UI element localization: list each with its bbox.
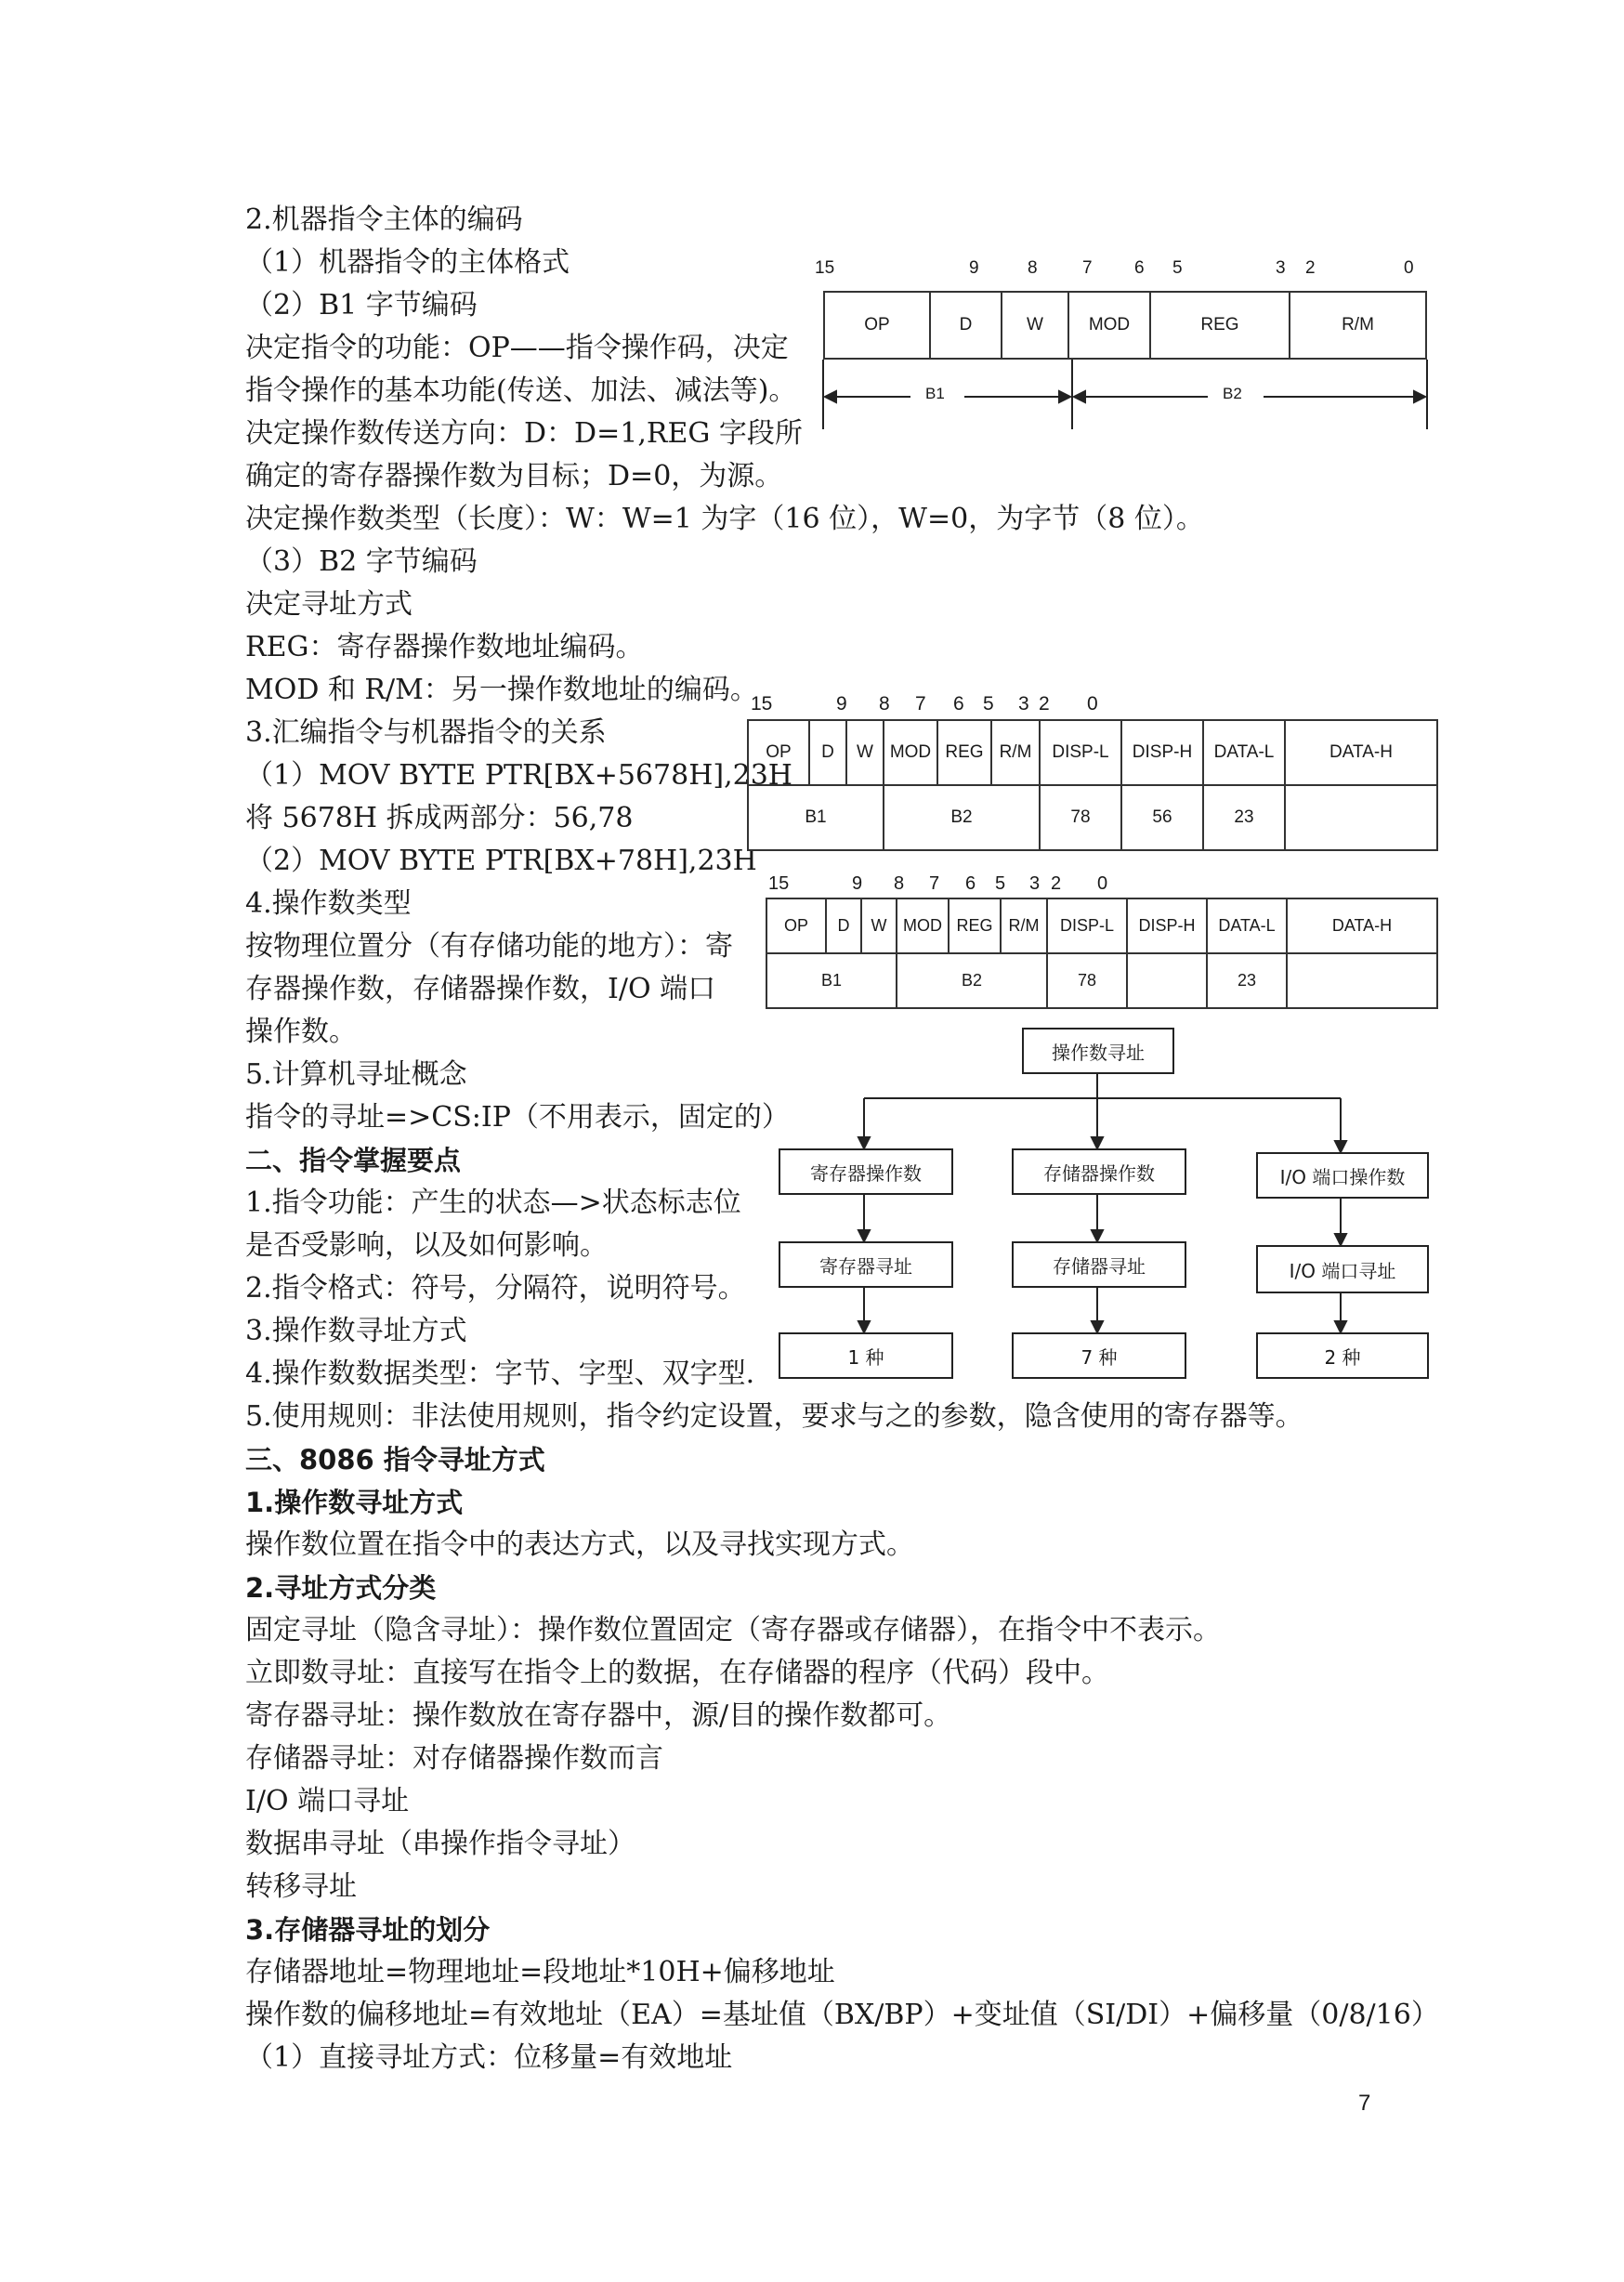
tree-node-register-addressing: 寄存器寻址: [779, 1241, 953, 1288]
tree-leaf-register-count: 1 种: [779, 1332, 953, 1379]
bit-number: 5: [1172, 258, 1183, 278]
bit-number: 3: [1276, 258, 1286, 278]
section-heading: 1.操作数寻址方式: [245, 1487, 464, 1518]
text-line: （1）直接寻址方式：位移量=有效地址: [245, 2041, 733, 2074]
text-line: 2.机器指令主体的编码: [245, 203, 523, 236]
text-line: 立即数寻址：直接写在指令上的数据，在存储器的程序（代码）段中。: [245, 1657, 1109, 1689]
field-w: W: [861, 898, 897, 953]
field-rm: R/M: [991, 720, 1040, 785]
tree-leaf-io-count: 2 种: [1256, 1332, 1429, 1379]
bit-number: 0: [1404, 258, 1414, 278]
text-line: I/O 端口寻址: [245, 1785, 410, 1817]
text-line: 固定寻址（隐含寻址）：操作数位置固定（寄存器或存储器），在指令中不表示。: [245, 1614, 1221, 1646]
bit-number: 5: [995, 873, 1006, 894]
text-line: 决定操作数传送方向：D：D=1,REG 字段所: [245, 417, 803, 450]
text-line: MOD 和 R/M：另一操作数地址的编码。: [245, 674, 758, 706]
text-line: 指令操作的基本功能(传送、加法、减法等)。: [245, 374, 797, 407]
field-w: W: [846, 720, 884, 785]
bit-number: 9: [836, 693, 847, 715]
field-rm: R/M: [1290, 292, 1426, 359]
field-disp-h: DISP-H: [1121, 720, 1203, 785]
text-line: 操作数。: [245, 1016, 357, 1048]
text-line: （2）B1 字节编码: [245, 289, 478, 321]
bit-number: 8: [894, 873, 905, 894]
field-data-h: DATA-H: [1285, 720, 1437, 785]
tree-node-io-addressing: I/O 端口寻址: [1256, 1245, 1429, 1293]
cell-b1: B1: [766, 953, 897, 1008]
cell-b2: B2: [897, 953, 1047, 1008]
cell-disp-l: 78: [1047, 953, 1127, 1008]
bit-number: 7: [1082, 258, 1093, 278]
field-disp-l: DISP-L: [1040, 720, 1121, 785]
text-line: 5.计算机寻址概念: [245, 1058, 467, 1091]
field-d: D: [930, 292, 1002, 359]
byte-label-b2: B2: [1223, 385, 1242, 402]
bit-number: 8: [1028, 258, 1038, 278]
bit-number: 7: [929, 873, 940, 894]
cell-data-l: 23: [1207, 953, 1287, 1008]
text-line: 1.指令功能：产生的状态—>状态标志位: [245, 1187, 741, 1219]
text-line: 2.指令格式：符号，分隔符，说明符号。: [245, 1272, 746, 1305]
bit-number: 15: [815, 258, 835, 278]
page-number: 7: [1358, 2091, 1371, 2116]
bit-number: 6: [965, 873, 976, 894]
text-line: 确定的寄存器操作数为目标；D=0，为源。: [245, 460, 783, 492]
tree-node-memory-addressing: 存储器寻址: [1012, 1241, 1186, 1288]
text-line: 将 5678H 拆成两部分：56,78: [245, 802, 634, 834]
text-line: 指令的寻址=>CS:IP（不用表示，固定的）: [245, 1101, 790, 1134]
tree-root-node: 操作数寻址: [1022, 1028, 1174, 1074]
section-heading: 2.寻址方式分类: [245, 1572, 437, 1604]
bit-number: 0: [1087, 693, 1098, 715]
bit-number: 8: [879, 693, 890, 715]
text-line: 存器操作数，存储器操作数，I/O 端口: [245, 973, 716, 1005]
bit-number: 6: [953, 693, 964, 715]
text-line: 3.操作数寻址方式: [245, 1315, 467, 1347]
bit-number: 2: [1039, 693, 1050, 715]
field-reg: REG: [949, 898, 1001, 953]
field-d: D: [826, 898, 861, 953]
bit-number: 9: [969, 258, 979, 278]
text-line: 按物理位置分（有存储功能的地方）：寄: [245, 930, 733, 963]
text-line: 寄存器寻址：操作数放在寄存器中，源/目的操作数都可。: [245, 1699, 952, 1732]
field-data-l: DATA-L: [1203, 720, 1285, 785]
bit-number: 15: [768, 873, 790, 894]
text-line: 决定操作数类型（长度）：W：W=1 为字（16 位），W=0，为字节（8 位）。: [245, 503, 1204, 535]
field-op: OP: [766, 898, 826, 953]
bit-number: 15: [751, 693, 773, 715]
field-d: D: [809, 720, 846, 785]
text-line: 决定指令的功能：OP——指令操作码，决定: [245, 332, 789, 364]
text-line: 操作数的偏移地址=有效地址（EA）=基址值（BX/BP）+变址值（SI/DI）+偏移量（0/8/16）: [245, 1999, 1439, 2031]
text-line: REG：寄存器操作数地址编码。: [245, 631, 644, 663]
field-mod: MOD: [884, 720, 937, 785]
field-op: OP: [748, 720, 809, 785]
text-line: 决定寻址方式: [245, 588, 413, 621]
bit-number: 2: [1305, 258, 1316, 278]
text-line: 存储器地址=物理地址=段地址*10H+偏移地址: [245, 1956, 835, 1988]
field-reg: REG: [937, 720, 991, 785]
text-line: 数据串寻址（串操作指令寻址）: [245, 1828, 635, 1860]
bit-number: 0: [1097, 873, 1108, 894]
text-line: 5.使用规则：非法使用规则，指令约定设置，要求与之的参数，隐含使用的寄存器等。: [245, 1400, 1303, 1433]
text-line: 是否受影响，以及如何影响。: [245, 1229, 608, 1262]
text-line: 4.操作数类型: [245, 887, 412, 920]
field-mod: MOD: [897, 898, 949, 953]
bit-number: 3: [1029, 873, 1041, 894]
field-rm: R/M: [1001, 898, 1047, 953]
cell-disp-h: 56: [1121, 785, 1203, 850]
cell-b2: B2: [884, 785, 1040, 850]
field-disp-l: DISP-L: [1047, 898, 1127, 953]
field-data-h: DATA-H: [1287, 898, 1437, 953]
bit-number: 5: [983, 693, 994, 715]
text-line: （1）MOV BYTE PTR[BX+5678H],23H: [245, 759, 792, 792]
tree-node-memory-operand: 存储器操作数: [1012, 1148, 1186, 1195]
text-line: 转移寻址: [245, 1870, 357, 1903]
field-mod: MOD: [1068, 292, 1150, 359]
bit-number: 6: [1134, 258, 1145, 278]
text-line: 存储器寻址：对存储器操作数而言: [245, 1742, 663, 1775]
cell-b1: B1: [748, 785, 884, 850]
text-line: 操作数位置在指令中的表达方式，以及寻找实现方式。: [245, 1528, 914, 1561]
cell-data-l: 23: [1203, 785, 1285, 850]
cell-disp-l: 78: [1040, 785, 1121, 850]
field-reg: REG: [1150, 292, 1290, 359]
section-heading: 二、指令掌握要点: [245, 1145, 462, 1176]
tree-leaf-memory-count: 7 种: [1012, 1332, 1186, 1379]
text-line: （1）机器指令的主体格式: [245, 246, 570, 279]
tree-node-io-operand: I/O 端口操作数: [1256, 1152, 1429, 1199]
field-disp-h: DISP-H: [1127, 898, 1207, 953]
bit-number: 7: [915, 693, 926, 715]
field-op: OP: [824, 292, 930, 359]
text-line: （2）MOV BYTE PTR[BX+78H],23H: [245, 845, 757, 877]
section-heading: 三、8086 指令寻址方式: [245, 1444, 545, 1475]
tree-node-register-operand: 寄存器操作数: [779, 1148, 953, 1195]
text-line: 4.操作数数据类型：字节、字型、双字型.: [245, 1357, 755, 1390]
text-line: 3.汇编指令与机器指令的关系: [245, 716, 607, 749]
byte-label-b1: B1: [925, 385, 945, 402]
field-data-l: DATA-L: [1207, 898, 1287, 953]
bit-number: 2: [1051, 873, 1062, 894]
field-w: W: [1002, 292, 1068, 359]
section-heading: 3.存储器寻址的划分: [245, 1914, 491, 1946]
text-line: （3）B2 字节编码: [245, 545, 478, 578]
bit-number: 9: [852, 873, 863, 894]
bit-number: 3: [1018, 693, 1029, 715]
